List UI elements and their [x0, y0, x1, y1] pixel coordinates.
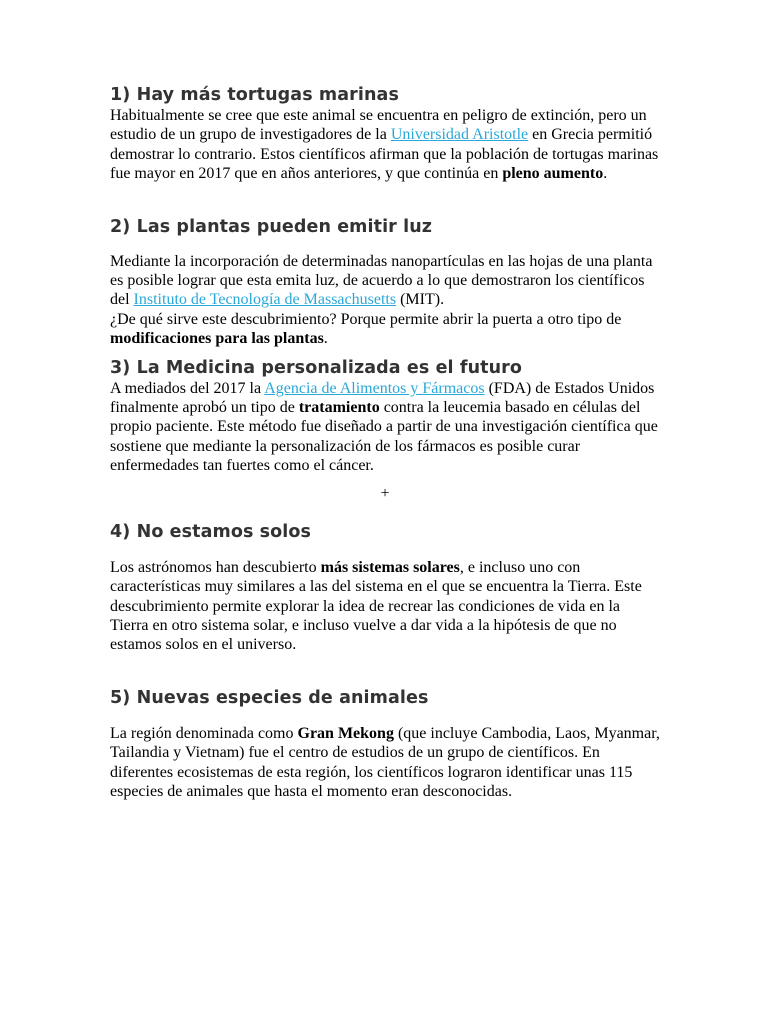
inline-link[interactable]: Universidad Aristotle: [390, 126, 529, 144]
bold-text: modificaciones para las plantas: [110, 330, 324, 348]
section-heading: 3) La Medicina personalizada es el futuro: [110, 357, 522, 378]
section-heading: 2) Las plantas pueden emitir luz: [110, 216, 433, 237]
section-plants-light: [110, 216, 660, 349]
text-run: (MIT).: [396, 291, 445, 309]
text-run: (FDA) de Estados Unidos finalmente aprobó un tipo de: [110, 379, 655, 417]
section-body: [110, 558, 660, 655]
section-heading: 5) Nuevas especies de animales: [110, 687, 429, 708]
bold-text: tratamiento: [298, 399, 380, 417]
paragraph: [110, 558, 660, 655]
section-personalized-medicine: [110, 357, 660, 476]
inline-link[interactable]: Agencia de Alimentos y Fármacos: [264, 379, 485, 397]
text-run: .: [603, 165, 608, 183]
section-not-alone: [110, 521, 660, 655]
text-run: contra la leucemia basado en células del propio paciente. Este método fue diseñado a partir de una investigación científica que sostiene que mediante la personalización de los fármacos es posible curar enfermedades tan fuertes como el cáncer.: [110, 399, 658, 475]
bold-text: pleno aumento: [502, 165, 604, 183]
text-run: Mediante la incorporación de determinadas nanopartículas en las hojas de una planta es posible lograr que esta emita luz, de acuerdo a lo que demostraron los científicos del: [110, 252, 653, 309]
text-run: Los astrónomos han descubierto: [110, 558, 321, 576]
plus-symbol: +: [380, 484, 390, 502]
paragraph: [110, 106, 660, 184]
inline-link[interactable]: Instituto de Tecnología de Massachusetts: [133, 291, 397, 309]
section-heading: 1) Hay más tortugas marinas: [110, 85, 399, 105]
section-new-species: [110, 687, 660, 802]
section-sea-turtles: [110, 84, 660, 184]
section-body: [110, 106, 660, 184]
paragraph: [110, 252, 660, 310]
text-run: .: [323, 330, 328, 348]
section-body: [110, 252, 660, 349]
text-run: (que incluye Cambodia, Laos, Myanmar, Tailandia y Vietnam) fue el centro de estudios de un grupo de científicos. En diferentes ecosistemas de esta región, los científicos lograron identificar unas 115 especies de animales que hasta el momento eran desconocidas.: [110, 724, 660, 800]
text-run: A mediados del 2017 la: [110, 379, 265, 397]
document-page: [110, 84, 660, 801]
section-body: [110, 379, 660, 476]
text-run: ¿De qué sirve este descubrimiento? Porque permite abrir la puerta a otro tipo de: [110, 310, 622, 328]
paragraph: [110, 724, 660, 802]
paragraph: [110, 379, 660, 476]
text-run: en Grecia permitió demostrar lo contrario. Estos científicos afirman que la población de tortugas marinas fue mayor en 2017 que en años anteriores, y que continúa en: [110, 126, 659, 183]
paragraph: [110, 310, 660, 349]
section-heading: 4) No estamos solos: [110, 521, 312, 542]
section-body: [110, 724, 660, 802]
text-run: , e incluso uno con características muy similares a las del sistema en el que se encuentra la Tierra. Este descubrimiento permite explorar la idea de recrear las condiciones de vida en la Tierra en otro sistema solar, e incluso vuelve a dar vida a la hipótesis de que no estamos solos en el universo.: [110, 558, 642, 654]
text-run: Habitualmente se cree que este animal se encuentra en peligro de extinción, pero un estudio de un grupo de investigadores de la: [110, 107, 647, 144]
bold-text: Gran Mekong: [297, 724, 394, 742]
text-run: La región denominada como: [110, 724, 298, 742]
bold-text: más sistemas solares: [320, 558, 460, 576]
